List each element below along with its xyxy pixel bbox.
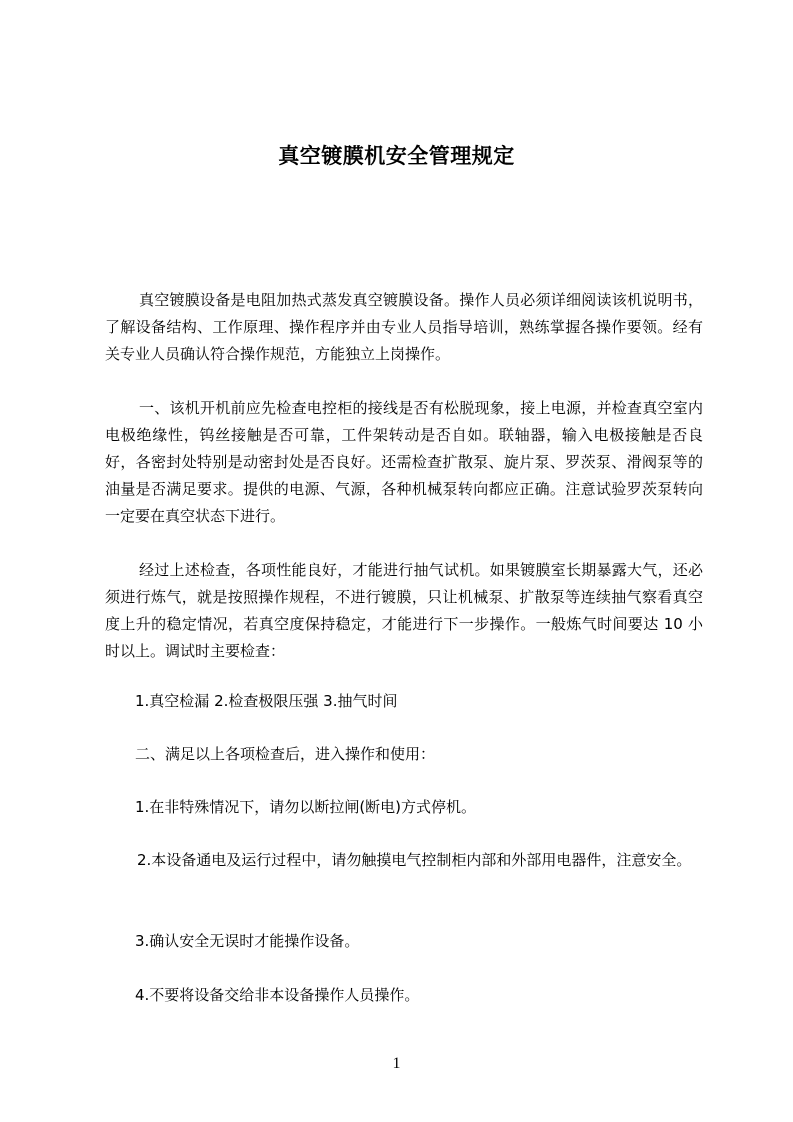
intro-paragraph: 真空镀膜设备是电阻加热式蒸发真空镀膜设备。操作人员必须详细阅读该机说明书，了解设备结构、工作原理、操作程序并由专业人员指导培训，熟练掌握各操作要领。经有关专业人员确认符合操作规范，方能独立上岗操作。 xyxy=(105,291,703,363)
rule-item-1: 1.在非特殊情况下，请勿以断拉闸(断电)方式停机。 xyxy=(135,798,477,816)
document-title: 真空镀膜机安全管理规定 xyxy=(278,144,515,168)
section-two-heading: 二、满足以上各项检查后，进入操作和使用： xyxy=(135,745,436,763)
page-number: 1 xyxy=(392,1055,401,1072)
trial-run-paragraph: 经过上述检查，各项性能良好，才能进行抽气试机。如果镀膜室长期暴露大气，还必须进行炼气，就是按照操作规程，不进行镀膜，只让机械泵、扩散泵等连续抽气察看真空度上升的稳定情况，若真空度保持稳定，才能进行下一步操作。一般炼气时间要达 10 小时以上。调试时主要检查： xyxy=(105,561,703,660)
check-items-line: 1.真空检漏 2.检查极限压强 3.抽气时间 xyxy=(135,692,398,710)
rule-item-2: 2.本设备通电及运行过程中，请勿触摸电气控制柜内部和外部用电器件，注意安全。 xyxy=(137,851,692,869)
rule-item-3: 3.确认安全无误时才能操作设备。 xyxy=(135,932,360,950)
rule-item-4: 4.不要将设备交给非本设备操作人员操作。 xyxy=(135,986,420,1004)
section-one-paragraph: 一、该机开机前应先检查电控柜的接线是否有松脱现象，接上电源，并检查真空室内电极绝缘性，钨丝接触是否可靠，工件架转动是否自如。联轴器，输入电极接触是否良好，各密封处特别是动密封处是否良好。还需检查扩散泵、旋片泵、罗茨泵、滑阀泵等的油量是否满足要求。提供的电源、气源，各种机械泵转向都应正确。注意试验罗茨泵转向一定要在真空状态下进行。 xyxy=(105,399,703,525)
